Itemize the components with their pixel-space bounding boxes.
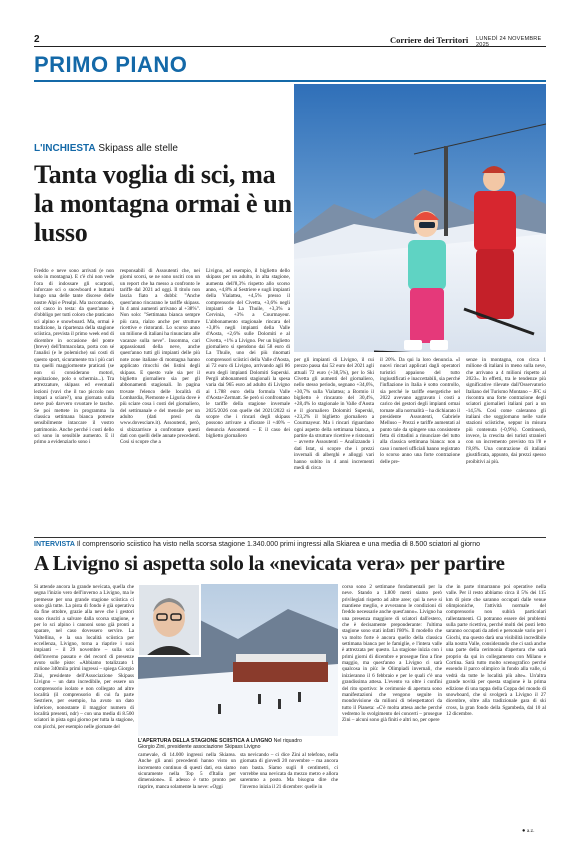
section-title: PRIMO PIANO <box>34 52 188 77</box>
page-number: 2 <box>34 34 40 45</box>
interview-label: INTERVISTA <box>34 541 75 548</box>
interview-strap-text: Il comprensorio sciistico ha visto nella scorsa stagione 1.340.000 primi ingressi alla Skiarea e una media di 8.500 sciatori al giorno <box>76 541 481 548</box>
interview-column-1: Si attende ancora la grande nevicata, quella che segna l'inizio vero dell'inverno a Livigno, ma le premesse per una grande stagione sciistica ci sono già tutte. La pista di fondo è già operativa da fine ottobre, grazie alla neve che i gestori sono riusciti a salvare dalla scorsa stagione, e per lo sci alpino i cannoni sono già pronti a sparare, nel caso dovessero servire. La Valtellina, e la sua località sciistica per eccellenza, Livigno, torna a riaprire i suoi impianti – il 29 novembre – sulla scia dell'inverno passato e del record di presenze avuto sulle piste: «Abbiamo totalizzato 1 milione 340mila primi ingressi – spiega Giorgio Zini, presidente dell'Associazione Skipass Livigno – un dato incredibile, per essere un comprensorio isolato e non collegato ad altre località (il comprensorio di cui fa parte Sestriere, per esempio, ha avuto un dato inferiore, nonostante il maggior numero di località presenti, ndr) – con una media di 8.500 sciatori in pista ogni giorno per tutta la stagione, con picchi, per esempio nelle giornate del <box>34 584 134 730</box>
issue-date: LUNEDÌ 24 NOVEMBRE 2025 <box>476 36 542 48</box>
caption-title: L'APERTURA DELLA STAGIONE SCIISTICA A LIVIGNO <box>138 738 273 744</box>
photo-caption <box>138 738 338 751</box>
newspaper-name: Corriere dei Territori <box>390 35 469 45</box>
livigno-photo <box>138 584 338 736</box>
interview-column-2: carnevale, di 14.000 ingressi nella Skiarea. Anche gli anni precedenti hanno visto un incremento continuo di questi dati, era siamo sicuramente nella Top 5 d'Italia per dimensione». E adesso è tutto pronto per riaprire, manca solamente la neve: «Oggi <box>138 752 236 790</box>
article-column-5: il 20%. Da qui la loro denuncia. «I nuovi rincari applicati dagli operatori turistici appaiono del tutto ingiustificati e inaccettabili, sia perché l'inflazione in Italia è sotto controllo, sia perché le tariffe energetiche nel 2022 avevano aggravato i costi a carico dei gestori degli impianti ormai tornate alla normalità – ha dichiarato il presidente Assoutenti, Gabriele Melluso – Prezzi e tariffe aumentati al punto tale da spingere una consistente fetta di cittadini a rinunciare del tutto alla classica settimana bianca: non a caso i numeri ufficiali hanno registrato lo scorso anno una forte contrazione delle pre- <box>380 357 460 465</box>
article-column-6: senze in montagna, con circa 1 milione di italiani in meno sulla neve, che arrivano a 4 milioni rispetto al 2023». In effetti, tra le tendenze più significative rilevate dall'Osservatorio Italiano del Turismo Montano – JFC si riscontra una forte contrazione degli sciatori giornalieri italiani pari a un -14,5%. Così come calerannо gli italiani che soggiornano nelle varie stazioni sciistiche, seppur in misura più contenuta (-0,9%). Continuerà, invece, la crescita dei turisti stranieri con un incremento previsto tra l'8 e l'8,8%. Una contrazione di italiani giustificata, appunto, dai prezzi spesso proibitivi ai più. <box>466 357 546 465</box>
article-kicker <box>34 143 178 154</box>
kicker-text: Skipass alle stelle <box>98 143 178 154</box>
article-column-4: per gli impianti di Livigno, il cui prezzo passa dai 52 euro del 2021 agli attuali 72 euro (+38,5%), per lo Ski Civetta gli aumenti del giornaliero, nello stesso periodo, segnano +34,6%, +30,7% sulla Vialattea; a Bormio il biglietto è rincarato del 30,4%, +28,4% lo stagionale in Valle d'Aosta e il giornaliero Dolomiti Superski, +23,2% il biglietto giornaliero a Courmayeur. Ma i rincari riguardano ogni aspetto della settimana bianca, a partire da strutture ricettive e ristoranti – avverte Assoutenti – Analizzando i dati Istat, si scopre che i prezzi invernali di alberghi e alloggi vari hanno subito in 4 anni incrementi medi di circa <box>294 357 374 471</box>
caption-person: Giorgio Zini, presidente associazione Skipass Livigno <box>138 744 261 751</box>
article-column-2: responsabili di Assoutenti che, nei giorni scorsi, se ne sono usciti con un un report che ha messo a confronto le tariffe dal 2021 ad oggi. Il titolo non lascia fiato a dubbi: "Anche quest'anno rincarano le tariffe skipass. In 4 anni aumenti arrivano al +38%". Non solo: "Settimana bianca sempre più cara, rialzo anche per strutture ricettive e ristoranti. Lo scorso anno un milione di italiani ha rinunciato alle vacanze sulla neve". Insomma, cari appassionati della neve, anche quest'anno tutti gli impianti delle più note zone italiane di montagna hanno applicato ritocchi dei listini degli skipass. E questo vale sia per il biglietto giornaliero sia per gli abbonamenti stagionali. In pagina trovate l'elenco delle località di Lombardia, Piemonte e Liguria dove è più sciare cosa i costi del giornaliero, del settimanale e del mensile per un adulto (dati presi da www.dovesciare.it). Assoutenti, però, si sbizzarrisce a confrontare questi dati con quelli delle annate precedenti. Così si scopre che a <box>120 268 200 446</box>
section-rule <box>34 80 546 82</box>
interview-column-4: corso sono 2 settimane fondamentali per la neve. Stando a 1.800 metri siamo però privilegiati rispetto ad altre aree; qui la neve si mantiene meglio, e avveranno le condizioni di freddo necessarie anche quest'anno». Livigno ha una presenza maggiore di sciatori dall'estero, che è decisamente preponderante: l'ultima stagione sono stati infatti l'80%. Il modello che va molto forte è ancora quello della classica settimana bianca per le famiglie, e l'intera valle è attrezzata per questo. La stagione inizia con i primi giorni di dicembre e prosegue fino a fine maggio, ma quest'anno a Livigno ci sarà qualcosa in più: le Olimpiadi invernali, che inizieranno il 6 febbraio e per le quali c'è una grandissima attesa. L'evento va oltre i confini del rito sportivo: le cerimonie di apertura sono manifestazioni che vengono seguite in mondovisione da milioni di telespettatori da tutto il Pianeta: «C'è molta attesa anche perché vedremo lo svolgimento dei concerti – prosegue Zini – alcuni sono già finiti e altri no, per opere <box>342 584 442 724</box>
kicker-label: L'INCHIESTA <box>34 143 96 154</box>
section-divider <box>34 537 546 538</box>
skier-photo <box>294 84 546 352</box>
interview-strap <box>34 541 480 548</box>
article-column-3: Livigno, ad esempio, il biglietto dello skipass per un adulto, in alta stagione, aumenta dell'8,3% rispetto allo scorso anno, +4,8% al Sestriere e sugli impianti della Vialattea, +4,5% presso il comprensorio del Civetta, +3,6% negli impianti de La Thuile, +3,3% a Cervinia, +3% a Courmayeur. L'abbonamento stagionale rincara del +3,8% negli impianti della Valle d'Aosta, +2,6% sulle Dolomiti e al Civetta, +1% a Livigno. Per un biglietto giornaliero si spendono dai 58 euro di La Thuile, uno dei più rinomati comprensori sciistici della Valle d'Aosta, ai 72 euro di Livigno, arrivando agli 86 euro degli impianti Dolomiti Superski. Pergli abbonamenti stagionali la spesa varia dai 965 euro ad adulto di Livigno ai 1.788 euro della formula Valle d'Aosta+Zermatt. Se però si confrontano le tariffe della stagione invernale 2025/2026 con quelle del 2021/2022 si scopre che i rincari degli skipass possono arrivare a sfiorare il +40% – denuncia Assoutenti – E il caso dei biglietto giornaliero <box>206 268 290 439</box>
article-headline: Tanta voglia di sci, ma la montagna ormai è un lusso <box>34 160 292 247</box>
caption-tail: Nel riquadro <box>273 738 302 744</box>
interview-column-3: sta nevicando – ci dice Zini al telefono, nella giornata di giovedì 20 novembre – ma ancora non basta. Siamo sugli 8 centimetri, ci vorrebbe una nevicata da mezzo metro e allora saremmo a posto. Ma bisogna dire che l'inverno inizia il 21 dicembre: quelle in <box>240 752 338 790</box>
author-signature: ● a.z. <box>522 828 535 834</box>
page-header <box>34 34 546 47</box>
interview-headline: A Livigno si aspetta solo la «nevicata vera» per partire <box>34 551 505 575</box>
article-column-1: Freddo e neve sono arrivati (e non solo in montagna). E c'è chi non vede l'ora di indossare gli scarponi, inforcare sci o snowboard e buttarsi lungo una delle tante discese delle nostre Alpi e Prealpi. Ma raccomando, col casco in testa: da quest'anno è d'obbligo per tutti coloro che praticano sci alpino e snowboard. Ma, ormai è tradizione, la ripartenza della stagione sciistica, prevista il primo week end di dicembre in occasione del ponte (breve) dell'Immacolata, porta con sé l'analisi (e le polemiche) sui costi di questo sport, sicuramente tra i più cari tra quelli maggiormente praticati (se non si considerano motori, equitazione, polo o schermia...). Tra attrezzature, skipass ed eventuali lezioni (vavi che il tuo piccolo non impari a sciare?), una giornata sulla neve può davvero svuotare le tasche. Se poi mettete in programma la classica settimana bianca potreste sensibilmente intaccare il vostro patrimonio. Anche perché i costi dello sci sono in sensibile aumento. E il primo a evidenziarlo sono i <box>34 268 114 446</box>
interview-column-5: che in parte rimarranno poi operative nella valle. Per il resto abbiamo circa il 5% dei 115 km di piste che saranno occupati dalle venue olimpioniche, l'attività normale del comprensorio non subirà particolari rallentamenti. Ci potranno essere dei problemi sulla parte ricettiva, perché molti dei posti letto saranno occupati da atleti e personale vario per i Giochi, ma questo darà una visibilità incredibile alla nostra Valle, considerando che ci sarà anche una parte della cerimonia d'apertura che sarà proprio da qui in collegamento con Milano e Cortina. Sarà tutto molto scenografico perché essendo il parco olimpico in fondo alla valle, si vedrà da tutte le località più alte». Un'altra grande novità per questa stagione è la prima edizione di una tappa della Coppa del mondo di snowboard, che sì svolgerà a Livigno il 27 dicembre, oltre alla tradizionale gara di ski cross, la gran fondo della Sgambeda, dal 10 al 12 dicembre. <box>446 584 546 717</box>
